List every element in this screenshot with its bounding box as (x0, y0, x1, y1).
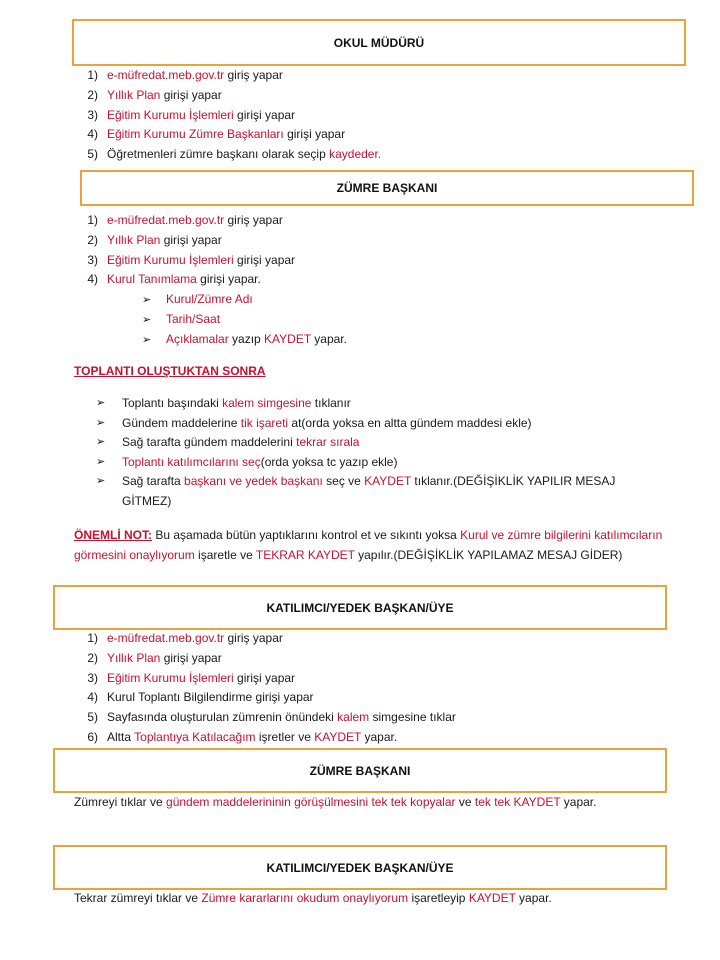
arrow-bullet-icon: ➢ (96, 416, 106, 429)
list-item: 1) e-müfredat.meb.gov.tr giriş yapar (87, 213, 283, 227)
list-item: 4) Eğitim Kurumu Zümre Başkanları girişi yapar (87, 127, 346, 142)
list-item: 5) Öğretmenleri zümre başkanı olarak seçip kaydeder. (87, 147, 382, 162)
arrow-bullet-icon: ➢ (142, 294, 152, 306)
important-note-label: ÖNEMLİ NOT: (74, 528, 152, 542)
arrow-bullet-icon: ➢ (96, 436, 106, 448)
arrow-bullet-icon: ➢ (142, 334, 152, 346)
list-item: ➢ Gündem maddelerine tik işareti at(orda yoksa en altta gündem maddesi ekle) (96, 414, 656, 434)
list-item: 3) Eğitim Kurumu İşlemleri girişi yapar (87, 670, 296, 685)
arrow-bullet-icon: ➢ (96, 397, 106, 409)
list-item: ➢ Açıklamalar yazıp KAYDET yapar. (142, 329, 347, 349)
list-item: ➢ Tarih/Saat (142, 309, 347, 329)
katilimci-final-instruction: Tekrar zümreyi tıklar ve Zümre kararlarını okudum onaylıyorum işaretleyip KAYDET yapar. (74, 891, 552, 905)
katilimci-steps (72, 629, 456, 748)
section-title: OKUL MÜDÜRÜ (333, 35, 425, 50)
list-item: ➢ Kurul/Zümre Adı (142, 289, 347, 309)
list-item: 2) Yıllık Plan girişi yapar (87, 232, 222, 247)
zumre-baskani-steps (72, 211, 295, 290)
list-item: 3) Eğitim Kurumu İşlemleri girişi yapar (87, 252, 296, 267)
arrow-bullet-icon: ➢ (142, 314, 152, 326)
section-header-okul-muduru (72, 19, 686, 66)
list-item: 1) e-müfredat.meb.gov.tr giriş yapar (87, 631, 283, 645)
list-item: ➢ Toplantı başındaki kalem simgesine tıklanır (96, 394, 656, 414)
kurul-tanimlama-subitems (142, 289, 347, 349)
section-title: ZÜMRE BAŞKANI (336, 181, 438, 195)
section-title: KATILIMCI/YEDEK BAŞKAN/ÜYE (266, 600, 454, 615)
list-item: 4) Kurul Tanımlama girişi yapar. (87, 272, 261, 287)
list-item: ➢ Sağ tarafta gündem maddelerini tekrar sırala (96, 433, 656, 453)
section-header-zumre-baskani (80, 170, 694, 206)
list-item: 1) e-müfredat.meb.gov.tr giriş yapar (87, 68, 283, 82)
after-meeting-heading: TOPLANTI OLUŞTUKTAN SONRA (74, 364, 266, 378)
section-title: ZÜMRE BAŞKANI (309, 763, 411, 778)
important-note: ÖNEMLİ NOT: Bu aşamada bütün yaptıklarını kontrol et ve sıkıntı yoksa Kurul ve zümre bilgilerini katılımcıların görmesini onaylıyorum işaretle ve TEKRAR KAYDET yapılır.(DEĞİŞİKLİK YAPILAMAZ MESAJ GİDER) (74, 528, 663, 562)
list-item: 2) Yıllık Plan girişi yapar (87, 87, 222, 102)
arrow-bullet-icon: ➢ (96, 475, 106, 487)
list-item: ➢ Toplantı katılımcılarını seç(orda yoksa tc yazıp ekle) (96, 453, 656, 473)
section-header-katilimci (53, 585, 667, 630)
list-item: 5) Sayfasında oluşturulan zümrenin önündeki kalem simgesine tıklar (87, 710, 456, 725)
list-item: 2) Yıllık Plan girişi yapar (87, 650, 222, 665)
zumre-baskani-instruction: Zümreyi tıklar ve gündem maddelerininin görüşülmesini tek tek kopyalar ve tek tek KAYDET yapar. (74, 795, 597, 809)
list-item: 3) Eğitim Kurumu İşlemleri girişi yapar (87, 107, 296, 122)
okul-muduru-steps (72, 66, 381, 165)
section-title: KATILIMCI/YEDEK BAŞKAN/ÜYE (266, 860, 454, 875)
after-meeting-steps (96, 394, 656, 511)
arrow-bullet-icon: ➢ (96, 455, 106, 468)
list-item: 4) Kurul Toplantı Bilgilendirme girişi yapar (87, 690, 314, 705)
list-item: 6) Altta Toplantıya Katılacağım işretler ve KAYDET yapar. (87, 729, 398, 744)
list-item: ➢ Sağ tarafta başkanı ve yedek başkanı seç ve KAYDET tıklanır.(DEĞİŞİKLİK YAPILIR MESAJ GİTMEZ) (96, 474, 616, 508)
section-header-zumre-baskani-2 (53, 748, 667, 793)
section-header-katilimci-2 (53, 845, 667, 890)
